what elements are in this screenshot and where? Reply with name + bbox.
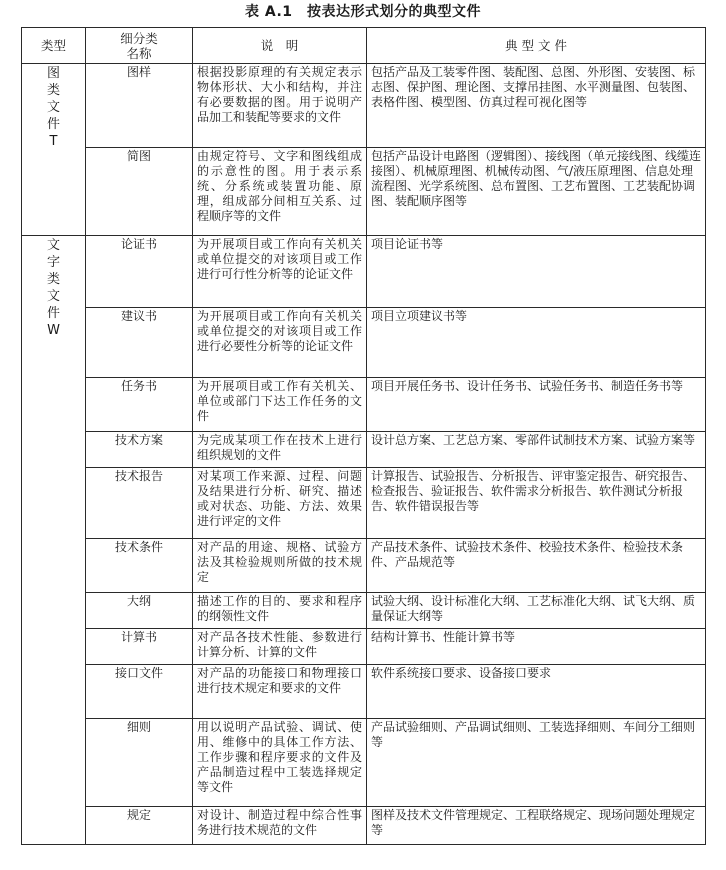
table-row — [22, 64, 706, 148]
table-row — [22, 539, 706, 593]
row-examples: 项目开展任务书、设计任务书、试验任务书、制造任务书等 — [367, 378, 706, 432]
row-name: 建议书 — [86, 308, 193, 378]
row-description: 对某项工作来源、过程、问题及结果进行分析、研究、描述或对状态、功能、方法、效果进行评定的文件 — [193, 468, 367, 539]
row-description: 对产品各技术性能、参数进行计算分析、计算的文件 — [193, 629, 367, 665]
row-examples: 试验大纲、设计标准化大纲、工艺标准化大纲、试飞大纲、质量保证大纲等 — [367, 593, 706, 629]
row-name: 规定 — [86, 807, 193, 845]
group-label-text: 文 字 类 文 件 W — [22, 236, 86, 845]
row-description: 根据投影原理的有关规定表示物体形状、大小和结构，并注有必要数据的图。用于说明产品加工和装配等要求的文件 — [193, 64, 367, 148]
row-examples: 软件系统接口要求、设备接口要求 — [367, 665, 706, 719]
row-name: 细则 — [86, 719, 193, 807]
header-subclass: 细分类 名称 — [86, 28, 193, 64]
row-description: 对产品的功能接口和物理接口进行技术规定和要求的文件 — [193, 665, 367, 719]
row-examples: 项目论证书等 — [367, 236, 706, 308]
row-description: 用以说明产品试验、调试、使用、维修中的具体工作方法、工作步骤和程序要求的文件及产品制造过程中工装选择规定等文件 — [193, 719, 367, 807]
row-examples: 结构计算书、性能计算书等 — [367, 629, 706, 665]
row-description: 对产品的用途、规格、试验方法及其检验规则所做的技术规定 — [193, 539, 367, 593]
table-row — [22, 629, 706, 665]
row-name: 技术报告 — [86, 468, 193, 539]
table-row — [22, 308, 706, 378]
typical-files-table — [21, 27, 706, 845]
row-name: 技术条件 — [86, 539, 193, 593]
row-name: 任务书 — [86, 378, 193, 432]
row-name: 论证书 — [86, 236, 193, 308]
header-row — [22, 28, 706, 64]
table-row — [22, 719, 706, 807]
table-row — [22, 148, 706, 236]
row-examples: 设计总方案、工艺总方案、零部件试制技术方案、试验方案等 — [367, 432, 706, 468]
table-row — [22, 468, 706, 539]
table-row — [22, 807, 706, 845]
row-name: 图样 — [86, 64, 193, 148]
row-examples: 图样及技术文件管理规定、工程联络规定、现场问题处理规定等 — [367, 807, 706, 845]
row-description: 为开展项目或工作向有关机关或单位提交的对该项目或工作进行必要性分析等的论证文件 — [193, 308, 367, 378]
header-type: 类型 — [22, 28, 86, 64]
row-name: 简图 — [86, 148, 193, 236]
header-examples: 典 型 文 件 — [367, 28, 706, 64]
row-description: 对设计、制造过程中综合性事务进行技术规范的文件 — [193, 807, 367, 845]
table-row — [22, 593, 706, 629]
row-name: 大纲 — [86, 593, 193, 629]
row-description: 为开展项目或工作向有关机关或单位提交的对该项目或工作进行可行性分析等的论证文件 — [193, 236, 367, 308]
row-examples: 包括产品设计电路图（逻辑图）、接线图（单元接线图、线缆连接图）、机械原理图、机械传动图、气/液压原理图、信息处理流程图、光学系统图、总布置图、工艺布置图、工艺装配协调图、装配顺序图等 — [367, 148, 706, 236]
table-row — [22, 665, 706, 719]
row-name: 接口文件 — [86, 665, 193, 719]
row-name: 计算书 — [86, 629, 193, 665]
row-description: 由规定符号、文字和图线组成的示意性的图。用于表示系统、分系统或装置功能、原理，组成部分间相互关系、过程顺序等的文件 — [193, 148, 367, 236]
group-label-drawing: 图 类 文 件 T — [22, 64, 86, 236]
row-name: 技术方案 — [86, 432, 193, 468]
row-description: 描述工作的目的、要求和程序的纲领性文件 — [193, 593, 367, 629]
row-examples: 产品技术条件、试验技术条件、校验技术条件、检验技术条件、产品规范等 — [367, 539, 706, 593]
table-row — [22, 432, 706, 468]
row-examples: 项目立项建议书等 — [367, 308, 706, 378]
row-description: 为完成某项工作在技术上进行组织规划的文件 — [193, 432, 367, 468]
table-row — [22, 378, 706, 432]
row-examples: 产品试验细则、产品调试细则、工装选择细则、车间分工细则等 — [367, 719, 706, 807]
header-description: 说 明 — [193, 28, 367, 64]
row-examples: 计算报告、试验报告、分析报告、评审鉴定报告、研究报告、检查报告、验证报告、软件需求分析报告、软件测试分析报告、软件错误报告等 — [367, 468, 706, 539]
row-description: 为开展项目或工作有关机关、单位或部门下达工作任务的文件 — [193, 378, 367, 432]
table-title: 表 A.1 按表达形式划分的典型文件 — [244, 4, 482, 20]
row-examples: 包括产品及工装零件图、装配图、总图、外形图、安装图、标志图、保护图、理论图、支撑吊挂图、水平测量图、包装图、表格件图、模型图、仿真过程可视化图等 — [367, 64, 706, 148]
table-row — [22, 236, 706, 308]
